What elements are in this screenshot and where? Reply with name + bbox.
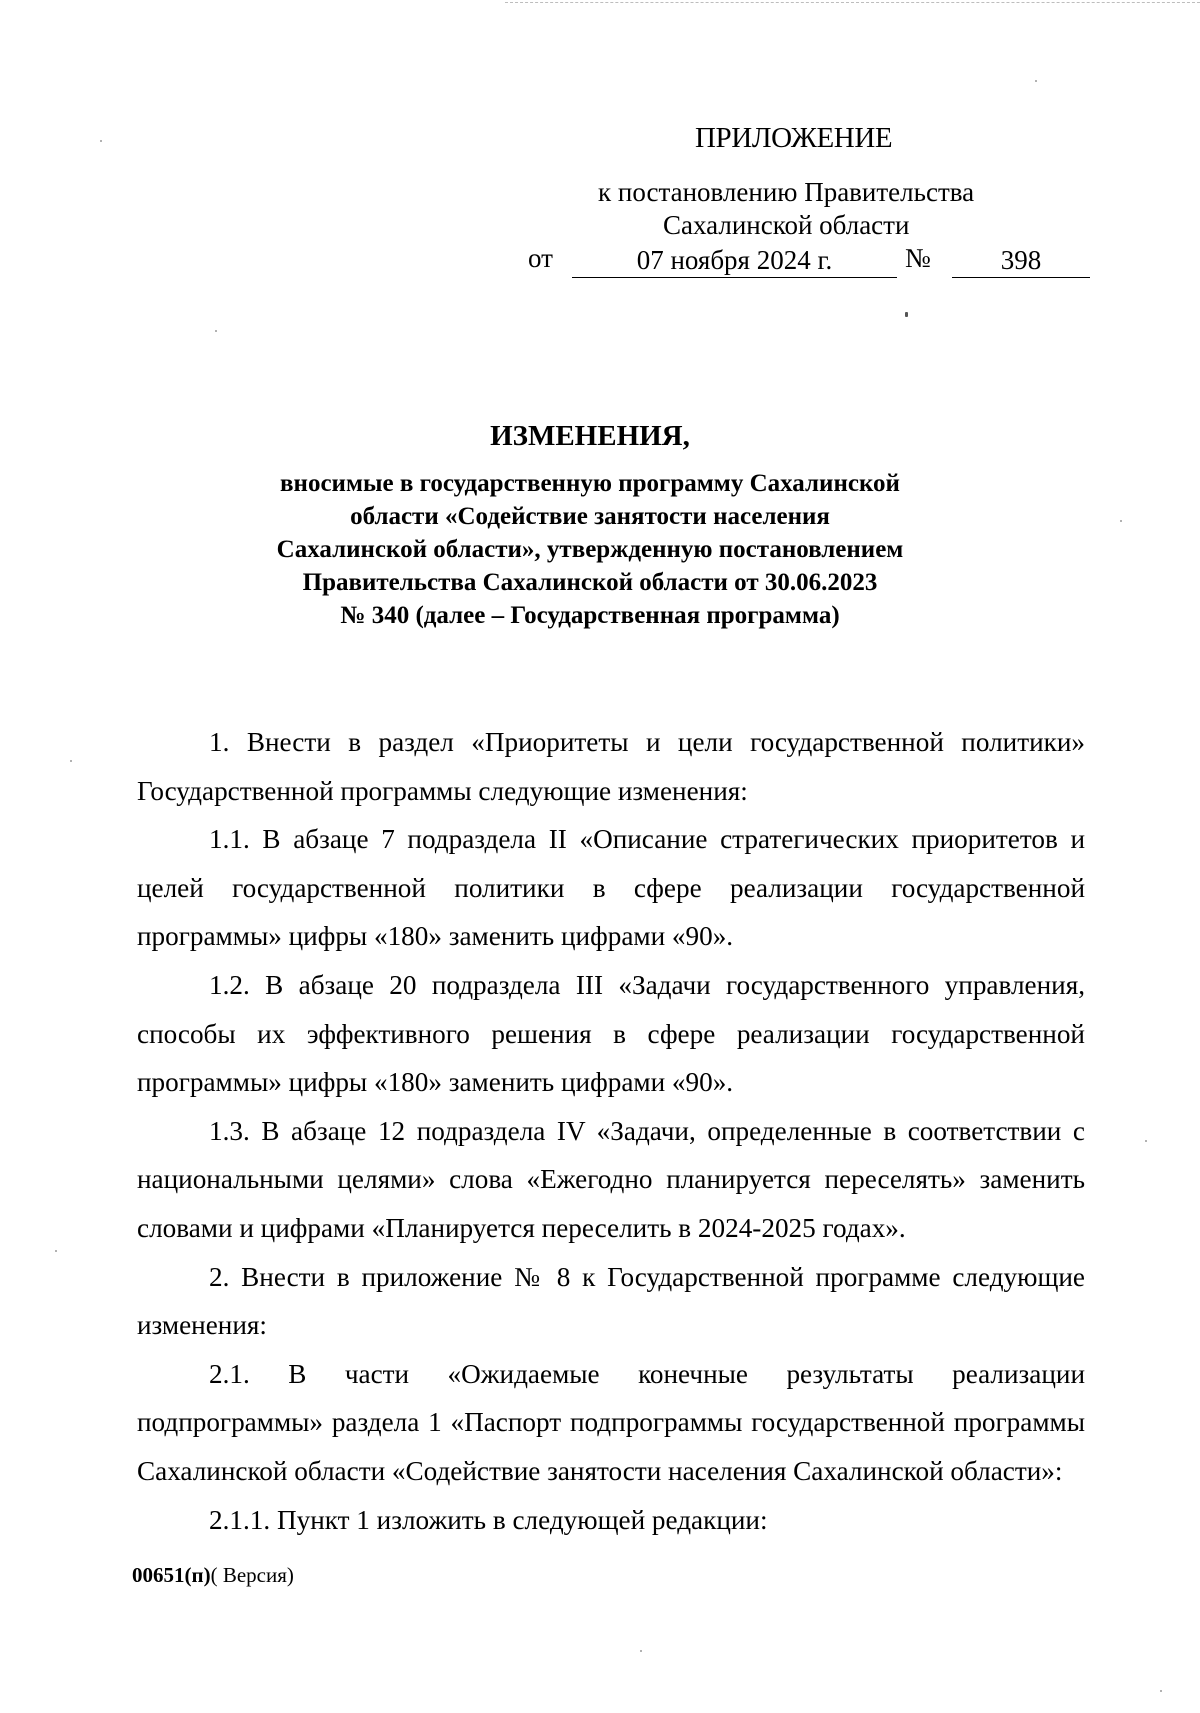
heading-line: вносимые в государственную программу Сахалинской <box>280 470 900 497</box>
scan-speck <box>215 330 217 332</box>
scan-speck <box>70 760 72 762</box>
scan-speck <box>55 1250 57 1252</box>
heading-line: Сахалинской области», утвержденную постановлением <box>276 536 904 563</box>
heading-line: Правительства Сахалинской области от 30.06.2023 <box>302 569 878 596</box>
scan-speck <box>100 140 102 142</box>
scan-speck <box>640 1650 642 1652</box>
paragraph-2-1-1: 2.1.1. Пункт 1 изложить в следующей редакции: <box>209 1504 768 1535</box>
scan-speck <box>1145 1140 1147 1142</box>
paragraph-1-1: 1.1. В абзаце 7 подраздела II «Описание стратегических приоритетов и целей государственной политики в сфере реализации государственной программы» цифры «180» заменить цифрами «90». <box>137 824 1085 952</box>
paragraph-1-3: 1.3. В абзаце 12 подраздела IV «Задачи, определенные в соответствии с национальными целями» слова «Ежегодно планируется переселять» заменить словами и цифрами «Планируется переселить в 2024-2025 годах». <box>137 1115 1085 1243</box>
scan-speck <box>905 312 908 317</box>
document-code: 00651(п) <box>132 1563 211 1587</box>
decree-number: 398 <box>952 243 1090 278</box>
document-body <box>137 718 1085 1544</box>
decree-date: 07 ноября 2024 г. <box>572 243 897 278</box>
scan-speck <box>1120 520 1122 522</box>
scan-speck <box>1035 80 1037 82</box>
number-prefix: № <box>905 243 931 273</box>
paragraph-1-2: 1.2. В абзаце 20 подраздела III «Задачи государственного управления, способы их эффективного решения в сфере реализации государственной программы» цифры «180» заменить цифрами «90». <box>137 969 1085 1098</box>
appendix-title: ПРИЛОЖЕНИЕ <box>695 122 893 154</box>
paragraph-1: 1. Внести в раздел «Приоритеты и цели государственной политики» Государственной программы следующие изменения: <box>137 727 1085 806</box>
appendix-date-row <box>528 243 1088 279</box>
heading-line: области «Содействие занятости населения <box>350 503 830 530</box>
document-version: ( Версия) <box>210 1563 294 1587</box>
scan-artifact-line <box>505 2 1200 3</box>
appendix-reference-line: к постановлению Правительства <box>598 177 975 207</box>
document-heading <box>150 420 1030 632</box>
document-footer <box>132 1563 294 1588</box>
paragraph-2-1: 2.1. В части «Ожидаемые конечные результаты реализации подпрограммы» раздела 1 «Паспорт подпрограммы государственной программы Сахалинской области «Содействие занятости населения Сахалинской области»: <box>137 1358 1085 1486</box>
date-prefix: от <box>528 243 553 273</box>
scan-speck <box>1160 1690 1162 1692</box>
appendix-region-line: Сахалинской области <box>663 210 910 240</box>
paragraph-2: 2. Внести в приложение № 8 к Государственной программе следующие изменения: <box>137 1261 1085 1341</box>
heading-line: № 340 (далее – Государственная программа) <box>340 602 840 629</box>
heading-title: ИЗМЕНЕНИЯ, <box>490 420 690 452</box>
